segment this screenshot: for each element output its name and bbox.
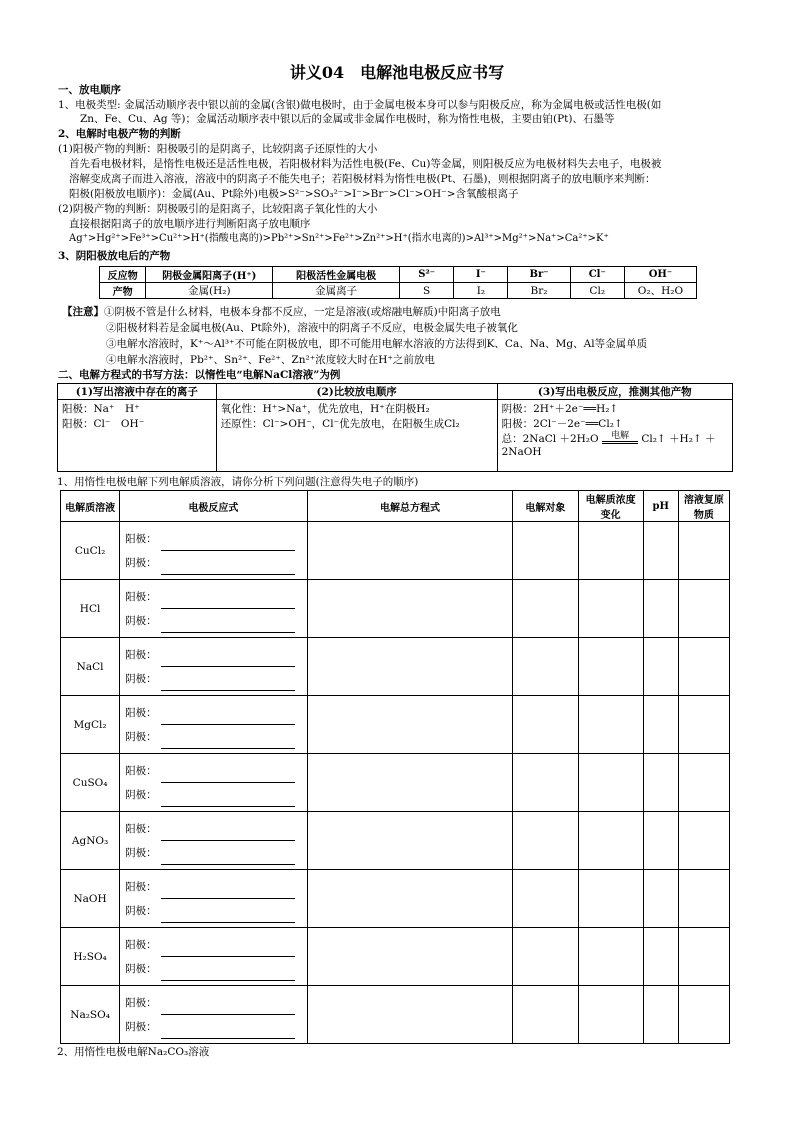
concentration-change-cell[interactable] <box>578 696 643 754</box>
box-ions-anode: 阳极：Cl⁻ OH⁻ <box>62 418 145 430</box>
concentration-change-cell[interactable] <box>578 928 643 986</box>
total-equation-cell[interactable] <box>307 928 513 986</box>
electrolyte-name: AgNO₃ <box>61 812 120 870</box>
restore-substance-cell[interactable] <box>678 986 729 1044</box>
table-row <box>61 870 730 928</box>
concentration-change-cell[interactable] <box>578 812 643 870</box>
cathode-answer-blank[interactable] <box>161 1026 295 1039</box>
anode-text-b: 溶解变成离子而进入溶液，溶液中的阴离子不能失电子；若阳极材料为惰性电极(Pt、石墨)，则根据阴离子的放电顺序来判断： <box>69 173 656 185</box>
cathode-label: 阴极： <box>125 788 157 801</box>
electrolysis-table <box>60 490 730 1044</box>
ph-cell[interactable] <box>643 638 678 696</box>
cathode-answer-blank[interactable] <box>161 968 295 981</box>
products-head-cell: S²⁻ <box>400 267 454 283</box>
anode-answer-blank[interactable] <box>161 886 295 899</box>
concentration-change-cell[interactable] <box>578 638 643 696</box>
table-row <box>61 638 730 696</box>
electrolyte-name: NaCl <box>61 638 120 696</box>
box-ions-cathode: 阳极：Na⁺ H⁺ <box>62 403 140 415</box>
products-head-cell: 反应物 <box>100 267 146 283</box>
products-cell: 金属(H₂) <box>146 283 273 299</box>
note-1 <box>62 305 742 319</box>
box-head-3: (3)写出电极反应，推测其他产物 <box>497 384 732 400</box>
products-cell: I₂ <box>454 283 508 299</box>
box-total-eq <box>502 431 728 446</box>
cathode-order: Ag⁺>Hg²⁺>Fe³⁺>Cu²⁺>H⁺(指酸电离的)>Pb²⁺>Sn²⁺>Fe²⁺>Zn²⁺>H⁺(指水电离的)>Al³⁺>Mg²⁺>Na⁺>Ca²⁺>K⁺ <box>69 233 609 244</box>
total-equation-cell[interactable] <box>307 696 513 754</box>
table-row <box>61 522 730 580</box>
anode-label: 阳极： <box>125 590 157 603</box>
cathode-product-heading: (2)阴极产物的判断：阴极吸引的是阳离子，比较阳离子氧化性的大小 <box>58 203 378 215</box>
electrode-equations <box>120 928 308 986</box>
col-head: 电解质溶液 <box>61 491 120 522</box>
anode-answer-blank[interactable] <box>161 654 295 667</box>
box-total-eq-cont: 2NaOH <box>501 446 542 458</box>
total-equation-cell[interactable] <box>307 812 513 870</box>
products-cell: Br₂ <box>508 283 570 299</box>
cathode-label: 阴极： <box>125 556 157 569</box>
electrode-equations <box>120 638 308 696</box>
cathode-answer-blank[interactable] <box>161 620 295 633</box>
products-cell: 产物 <box>100 283 146 299</box>
cathode-answer-blank[interactable] <box>161 794 295 807</box>
electrode-equations <box>120 580 308 638</box>
cathode-answer-blank[interactable] <box>161 562 295 575</box>
anode-answer-blank[interactable] <box>161 944 295 957</box>
box-cathode-eq: 阴极：2H⁺＋2e⁻══H₂↑ <box>501 403 619 415</box>
note-1-text: ①阴极不管是什么材料，电极本身都不反应，一定是溶液(或熔融电解质)中阳离子放电 <box>104 306 501 318</box>
box-ions <box>58 400 217 472</box>
electrolyte-name: H₂SO₄ <box>61 928 120 986</box>
ph-cell[interactable] <box>643 754 678 812</box>
electrolyte-name: Na₂SO₄ <box>61 986 120 1044</box>
restore-substance-cell[interactable] <box>678 580 729 638</box>
note-3: ③电解水溶液时，K⁺～Al³⁺不可能在阴极放电，即不可能用电解水溶液的方法得到K、Ca、Na、Mg、Al等金属单质 <box>106 338 648 350</box>
s1-item1-a: 1、电极类型: 金属活动顺序表中银以前的金属(含银)做电极时，由于金属电极本身可以参与阳极反应，称为金属电极或活性电极(如 <box>58 99 662 111</box>
table-row <box>61 754 730 812</box>
anode-label: 阳极： <box>125 532 157 545</box>
col-head: 电极反应式 <box>120 491 308 522</box>
col-head: pH <box>643 491 678 522</box>
products-head-cell: Br⁻ <box>508 267 570 283</box>
cathode-answer-blank[interactable] <box>161 910 295 923</box>
total-equation-cell[interactable] <box>307 638 513 696</box>
anode-label: 阳极： <box>125 938 157 951</box>
table-row <box>61 812 730 870</box>
cathode-answer-blank[interactable] <box>161 852 295 865</box>
table-row <box>61 580 730 638</box>
anode-answer-blank[interactable] <box>161 712 295 725</box>
col-head: 电解总方程式 <box>307 491 513 522</box>
electrode-equations <box>120 812 308 870</box>
total-eq-right: Cl₂↑ ＋H₂↑ ＋ <box>641 433 716 445</box>
cathode-label: 阴极： <box>125 962 157 975</box>
example-box <box>57 383 733 472</box>
restore-substance-cell[interactable] <box>678 870 729 928</box>
box-order-oxidation: 氧化性：H⁺>Na⁺，优先放电，H⁺在阴极H₂ <box>220 403 430 415</box>
section-1-heading: 一、放电顺序 <box>58 84 121 96</box>
electrolysis-object-cell[interactable] <box>513 754 578 812</box>
electrolysis-object-cell[interactable] <box>513 580 578 638</box>
products-head-cell: 阴极金属阳离子(H⁺) <box>146 267 273 283</box>
electrolysis-object-cell[interactable] <box>513 696 578 754</box>
box-order-reduction: 还原性：Cl⁻>OH⁻，Cl⁻优先放电，在阳极生成Cl₂ <box>220 418 460 430</box>
ph-cell[interactable] <box>643 580 678 638</box>
ph-cell[interactable] <box>643 986 678 1044</box>
page-title: 讲义04 电解池电极反应书写 <box>289 63 505 82</box>
electrode-equations <box>120 870 308 928</box>
electrolysis-object-cell[interactable] <box>513 986 578 1044</box>
electrode-equations <box>120 986 308 1044</box>
concentration-change-cell[interactable] <box>578 986 643 1044</box>
electrode-equations <box>120 522 308 580</box>
cathode-label: 阴极： <box>125 846 157 859</box>
total-equation-cell[interactable] <box>307 754 513 812</box>
electrolysis-object-cell[interactable] <box>513 870 578 928</box>
electrolysis-object-cell[interactable] <box>513 638 578 696</box>
anode-product-heading: (1)阳极产物的判断：阳极吸引的是阴离子，比较阴离子还原性的大小 <box>58 143 378 155</box>
products-cell: 金属离子 <box>273 283 400 299</box>
restore-substance-cell[interactable] <box>678 638 729 696</box>
anode-order: 阳极(阳极放电顺序)：金属(Au、Pt除外)电极>S²⁻>SO₃²⁻>I⁻>Br⁻>Cl⁻>OH⁻>含氧酸根离子 <box>69 188 519 200</box>
restore-substance-cell[interactable] <box>678 522 729 580</box>
ph-cell[interactable] <box>643 522 678 580</box>
restore-substance-cell[interactable] <box>678 812 729 870</box>
electrode-equations <box>120 696 308 754</box>
cathode-label: 阴极： <box>125 672 157 685</box>
cathode-label: 阴极： <box>125 614 157 627</box>
concentration-change-cell[interactable] <box>578 754 643 812</box>
electrolysis-header-row <box>61 491 730 522</box>
products-head-cell: 阳极活性金属电极 <box>273 267 400 283</box>
anode-label: 阳极： <box>125 648 157 661</box>
products-row <box>100 283 697 299</box>
note-label: 【注意】 <box>62 306 104 318</box>
ph-cell[interactable] <box>643 928 678 986</box>
anode-label: 阳极： <box>125 996 157 1009</box>
products-head-cell: I⁻ <box>454 267 508 283</box>
anode-answer-blank[interactable] <box>161 538 295 551</box>
concentration-change-cell[interactable] <box>578 870 643 928</box>
cathode-label: 阴极： <box>125 730 157 743</box>
concentration-change-cell[interactable] <box>578 580 643 638</box>
electrode-equations <box>120 754 308 812</box>
ph-cell[interactable] <box>643 812 678 870</box>
concentration-change-cell[interactable] <box>578 522 643 580</box>
box-head-2: (2)比较放电顺序 <box>216 384 497 400</box>
total-equation-cell[interactable] <box>307 580 513 638</box>
anode-answer-blank[interactable] <box>161 596 295 609</box>
anode-label: 阳极： <box>125 880 157 893</box>
ph-cell[interactable] <box>643 870 678 928</box>
cathode-answer-blank[interactable] <box>161 678 295 691</box>
table-row <box>61 928 730 986</box>
electrolysis-condition: 电解 <box>602 431 638 444</box>
electrolysis-object-cell[interactable] <box>513 812 578 870</box>
products-cell: Cl₂ <box>570 283 624 299</box>
anode-answer-blank[interactable] <box>161 1002 295 1015</box>
anode-answer-blank[interactable] <box>161 770 295 783</box>
anode-text-a: 首先看电极材料，是惰性电极还是活性电极，若阳极材料为活性电极(Fe、Cu)等金属，则阳极反应为电极材料失去电子，电极被 <box>69 158 662 170</box>
note-4: ④电解水溶液时，Pb²⁺、Sn²⁺、Fe²⁺、Zn²⁺浓度较大时在H⁺之前放电 <box>106 354 435 366</box>
anode-answer-blank[interactable] <box>161 828 295 841</box>
total-equation-cell[interactable] <box>307 986 513 1044</box>
electrolyte-name: CuSO₄ <box>61 754 120 812</box>
question-2: 2、用惰性电极电解Na₂CO₃溶液 <box>57 1046 210 1058</box>
cathode-text: 直接根据阳离子的放电顺序进行判断阳离子放电顺序 <box>69 218 311 230</box>
electrolysis-object-cell[interactable] <box>513 522 578 580</box>
cathode-label: 阴极： <box>125 1020 157 1033</box>
products-cell: O₂、H₂O <box>624 283 696 299</box>
note-2: ②阳极材料若是金属电极(Au、Pt除外)，溶液中的阴离子不反应，电极金属失电子被氧化 <box>106 322 518 334</box>
electrolyte-name: HCl <box>61 580 120 638</box>
electrolyte-name: CuCl₂ <box>61 522 120 580</box>
cathode-label: 阴极： <box>125 904 157 917</box>
box-anode-eq: 阳极：2Cl⁻－2e⁻══Cl₂↑ <box>501 418 623 430</box>
col-head: 溶液复原物质 <box>678 491 729 522</box>
anode-label: 阳极： <box>125 706 157 719</box>
s1-item1-b: Zn、Fe、Cu、Ag 等)；金属活动顺序表中银以后的金属或非金属作电极时，称为惰性电极，主要由铂(Pt)、石墨等 <box>80 113 615 125</box>
products-head-cell: Cl⁻ <box>570 267 624 283</box>
products-cell: S <box>400 283 454 299</box>
electrolyte-name: MgCl₂ <box>61 696 120 754</box>
products-head-cell: OH⁻ <box>624 267 696 283</box>
col-head: 电解对象 <box>513 491 578 522</box>
question-1: 1、用惰性电极电解下列电解质溶液，请你分析下列问题(注意得失电子的顺序) <box>57 476 419 488</box>
anode-label: 阳极： <box>125 822 157 835</box>
table-row <box>61 696 730 754</box>
total-equation-cell[interactable] <box>307 870 513 928</box>
restore-substance-cell[interactable] <box>678 928 729 986</box>
restore-substance-cell[interactable] <box>678 696 729 754</box>
col-head: 电解质浓度变化 <box>578 491 643 522</box>
anode-label: 阳极： <box>125 764 157 777</box>
table-row <box>61 986 730 1044</box>
s1-item3-heading: 3、阴阳极放电后的产物 <box>58 250 171 262</box>
total-equation-cell[interactable] <box>307 522 513 580</box>
box-head-1: (1)写出溶液中存在的离子 <box>58 384 217 400</box>
cathode-answer-blank[interactable] <box>161 736 295 749</box>
electrolyte-name: NaOH <box>61 870 120 928</box>
box-order <box>216 400 497 472</box>
total-eq-left: 总：2NaCl ＋2H₂O <box>501 433 599 445</box>
section-2-heading: 二、电解方程式的书写方法：以惰性电“电解NaCl溶液”为例 <box>58 369 341 381</box>
products-header-row <box>100 267 697 283</box>
s1-item2-heading: 2、电解时电极产物的判断 <box>58 128 181 140</box>
electrolysis-object-cell[interactable] <box>513 928 578 986</box>
box-reactions <box>497 400 732 472</box>
ph-cell[interactable] <box>643 696 678 754</box>
products-table <box>99 266 697 299</box>
restore-substance-cell[interactable] <box>678 754 729 812</box>
